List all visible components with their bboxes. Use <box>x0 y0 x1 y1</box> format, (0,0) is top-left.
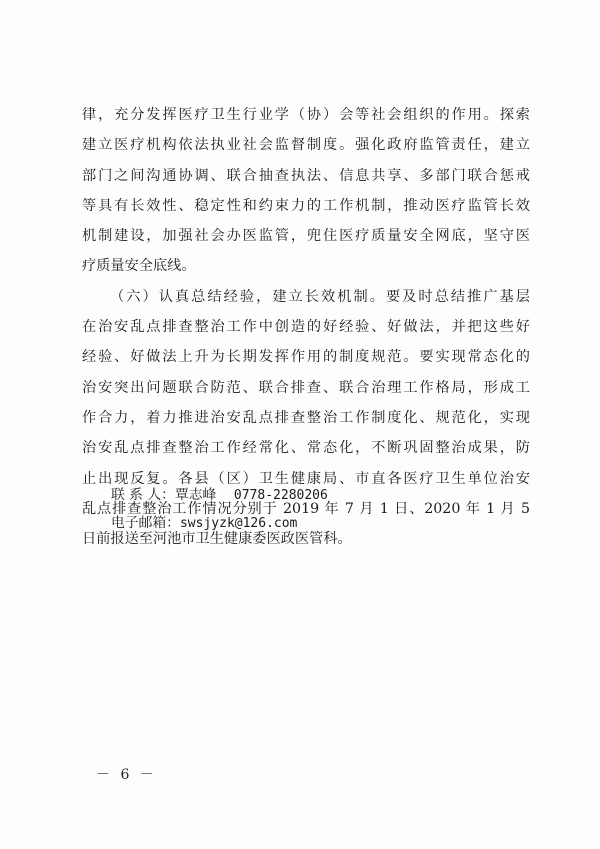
page-number: － 6 － <box>96 767 157 783</box>
contact-email: swsjyzk@126.com <box>179 516 298 531</box>
text-line: 止出现反复。各县（区）卫生健康局、市直各医疗卫生单位治安 <box>82 470 530 487</box>
text-line: 部门之间沟通协调、联合抽查执法、信息共享、多部门联合惩戒 <box>82 167 530 184</box>
text-line: 作合力，着力推进治安乱点排查整治工作制度化、规范化，实现 <box>82 409 530 426</box>
text-line: 等具有长效性、稳定性和约束力的工作机制，推动医疗监管长效 <box>82 197 530 214</box>
text-line: 乱点排查整治工作情况分别于 2019 年 7 月 1 日、2020 年 1 月 5 <box>82 500 530 517</box>
paragraph-six-first-line: （六）认真总结经验，建立长效机制。要及时总结推广基层 <box>110 288 530 305</box>
contact-email-label: 电子邮箱： <box>111 515 180 531</box>
contact-phone: 0778-2280206 <box>233 488 328 503</box>
text-line: 治安突出问题联合防范、联合排查、联合治理工作格局，形成工 <box>82 379 530 396</box>
text-line: 建立医疗机构依法执业社会监督制度。强化政府监管责任，建立 <box>82 137 530 154</box>
contact-person-name: 覃志峰 <box>174 487 217 503</box>
text-line: 律，充分发挥医疗卫生行业学（协）会等社会组织的作用。探索 <box>82 107 530 123</box>
text-line: 经验、好做法上升为长期发挥作用的制度规范。要实现常态化的 <box>82 349 530 366</box>
text-line: 治安乱点排查整治工作经常化、常态化，不断巩固整治成果，防 <box>82 440 530 457</box>
text-line: 日前报送至河池市卫生健康委医政医管科。 <box>82 531 352 548</box>
text-line: 在治安乱点排查整治工作中创造的好经验、好做法，并把这些好 <box>82 319 530 336</box>
contact-email-row <box>111 508 297 538</box>
contact-person-label: 联 系 人： <box>111 487 175 503</box>
text-line: 疗质量安全底线。 <box>82 258 196 275</box>
contact-person-row <box>111 480 328 510</box>
text-line: 机制建设，加强社会办医监管，兜住医疗质量安全网底，坚守医 <box>82 228 530 245</box>
